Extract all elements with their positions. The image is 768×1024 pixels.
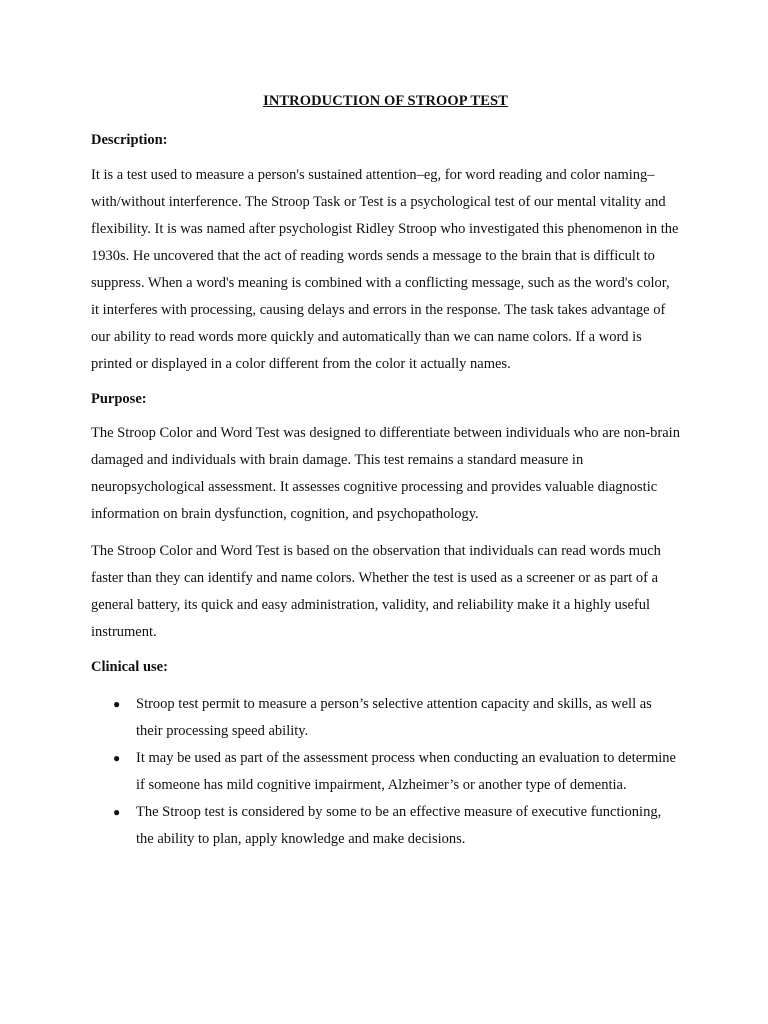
list-item-text: It may be used as part of the assessment process when conducting an evaluation to determine if someone has mild cognitive impairment, Alzheimer’s or another type of dementia. [136, 750, 676, 793]
list-item [91, 691, 680, 745]
bullet-icon: ● [113, 751, 121, 765]
list-item [91, 745, 680, 799]
bullet-icon: ● [113, 697, 121, 711]
clinical-use-list [91, 691, 680, 853]
purpose-paragraph-1: The Stroop Color and Word Test was designed to differentiate between individuals who are non-brain damaged and individuals with brain damage. This test remains a standard measure in neuropsychological assessment. It assesses cognitive processing and provides valuable diagnostic information on brain dysfunction, cognition, and psychopathology. [91, 425, 680, 522]
list-item [91, 799, 680, 853]
list-item-text: Stroop test permit to measure a person’s selective attention capacity and skills, as well as their processing speed ability. [136, 696, 652, 739]
description-heading: Description: [91, 132, 168, 148]
bullet-icon: ● [113, 805, 121, 819]
description-paragraph: It is a test used to measure a person's sustained attention–eg, for word reading and color naming–with/without interference. The Stroop Task or Test is a psychological test of our mental vitality and flexibility. It is was named after psychologist Ridley Stroop who investigated this phenomenon in the 1930s. He uncovered that the act of reading words sends a message to the brain that is difficult to suppress. When a word's meaning is combined with a conflicting message, such as the word's color, it interferes with processing, causing delays and errors in the response. The task takes advantage of our ability to read words more quickly and automatically than we can name colors. If a word is printed or displayed in a color different from the color it actually names. [91, 167, 679, 372]
list-item-text: The Stroop test is considered by some to be an effective measure of executive functioning, the ability to plan, apply knowledge and make decisions. [136, 804, 662, 847]
purpose-paragraph-2: The Stroop Color and Word Test is based on the observation that individuals can read words much faster than they can identify and name colors. Whether the test is used as a screener or as part of a general battery, its quick and easy administration, validity, and reliability make it a highly useful instrument. [91, 543, 661, 640]
clinical-use-heading: Clinical use: [91, 659, 168, 675]
purpose-heading: Purpose: [91, 391, 147, 407]
document-title: INTRODUCTION OF STROOP TEST [263, 93, 508, 109]
